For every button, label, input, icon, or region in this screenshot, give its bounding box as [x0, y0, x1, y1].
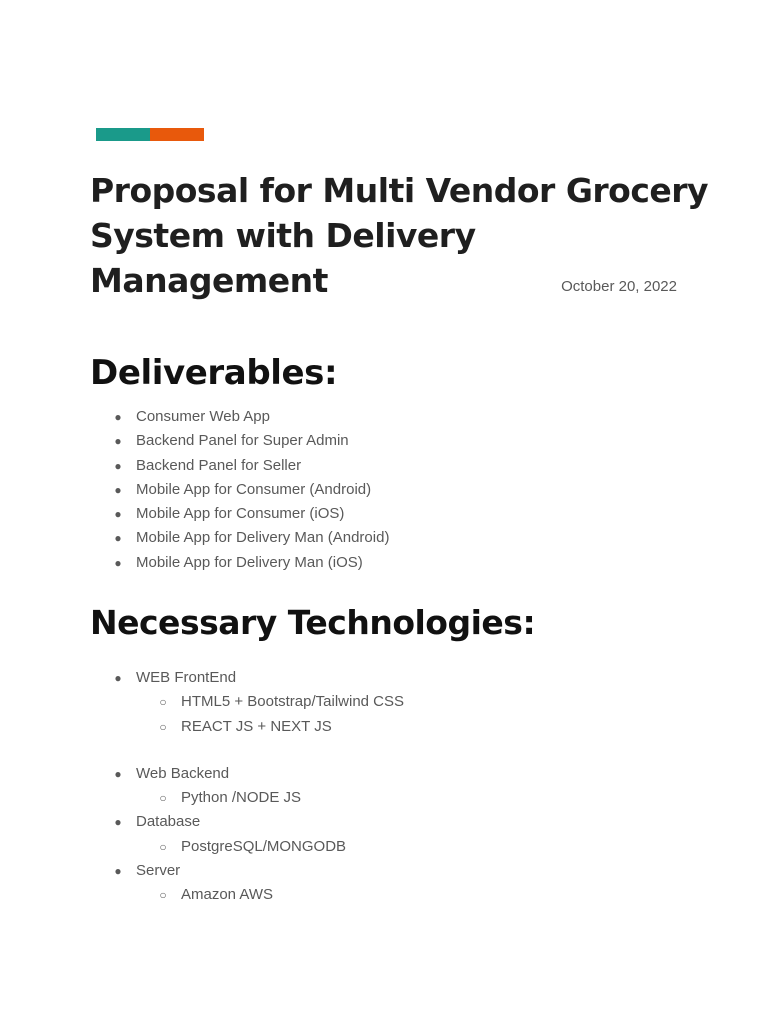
- list-item-text: Consumer Web App: [136, 408, 270, 425]
- filled-circle-bullet-icon: ●: [114, 864, 122, 879]
- list-item-text: Mobile App for Delivery Man (iOS): [136, 553, 363, 571]
- hollow-circle-bullet-icon: ○: [159, 839, 167, 854]
- list-item-text: Mobile App for Consumer (Android): [136, 480, 372, 498]
- filled-circle-bullet-icon: ●: [114, 458, 122, 473]
- filled-circle-bullet-icon: ●: [114, 434, 122, 449]
- tech-sub-item-text: REACT JS + NEXT JS: [181, 717, 332, 735]
- filled-circle-bullet-icon: ●: [114, 531, 122, 546]
- tech-group-label: Database: [136, 813, 201, 831]
- list-item-text: Mobile App for Consumer (iOS): [136, 505, 345, 523]
- filled-circle-bullet-icon: ●: [114, 482, 122, 497]
- list-item-text: Mobile App for Delivery Man (Android): [136, 529, 390, 547]
- document-title: Proposal for Multi Vendor Grocery System with Delivery Management: [90, 171, 709, 300]
- tech-group-label: WEB FrontEnd: [136, 669, 237, 686]
- tech-group-label: Server: [136, 862, 181, 880]
- document-date: October 20, 2022: [561, 278, 677, 295]
- deliverables-heading: Deliverables:: [90, 353, 338, 393]
- hollow-circle-bullet-icon: ○: [159, 791, 167, 806]
- filled-circle-bullet-icon: ●: [114, 766, 122, 781]
- tech-group-label: Web Backend: [136, 764, 230, 782]
- list-item-text: Backend Panel for Super Admin: [136, 432, 349, 450]
- filled-circle-bullet-icon: ●: [114, 555, 122, 570]
- filled-circle-bullet-icon: ●: [114, 507, 122, 522]
- tech-sub-item-text: Amazon AWS: [181, 886, 273, 904]
- filled-circle-bullet-icon: ●: [114, 410, 122, 424]
- technologies-heading: Necessary Technologies:: [90, 603, 536, 642]
- filled-circle-bullet-icon: ●: [114, 815, 122, 830]
- tech-sub-item-text: HTML5 + Bootstrap/Tailwind CSS: [181, 693, 405, 711]
- filled-circle-bullet-icon: ●: [114, 671, 122, 685]
- list-item-text: Backend Panel for Seller: [136, 456, 302, 474]
- tech-sub-item-text: PostgreSQL/MONGODB: [181, 837, 347, 855]
- accent-bar-orange-segment: [150, 128, 204, 141]
- hollow-circle-bullet-icon: ○: [159, 719, 167, 734]
- hollow-circle-bullet-icon: ○: [159, 888, 167, 903]
- accent-bar: [96, 128, 204, 141]
- tech-sub-item-text: Python /NODE JS: [181, 789, 302, 807]
- hollow-circle-bullet-icon: ○: [159, 695, 167, 710]
- accent-bar-teal-segment: [96, 128, 150, 141]
